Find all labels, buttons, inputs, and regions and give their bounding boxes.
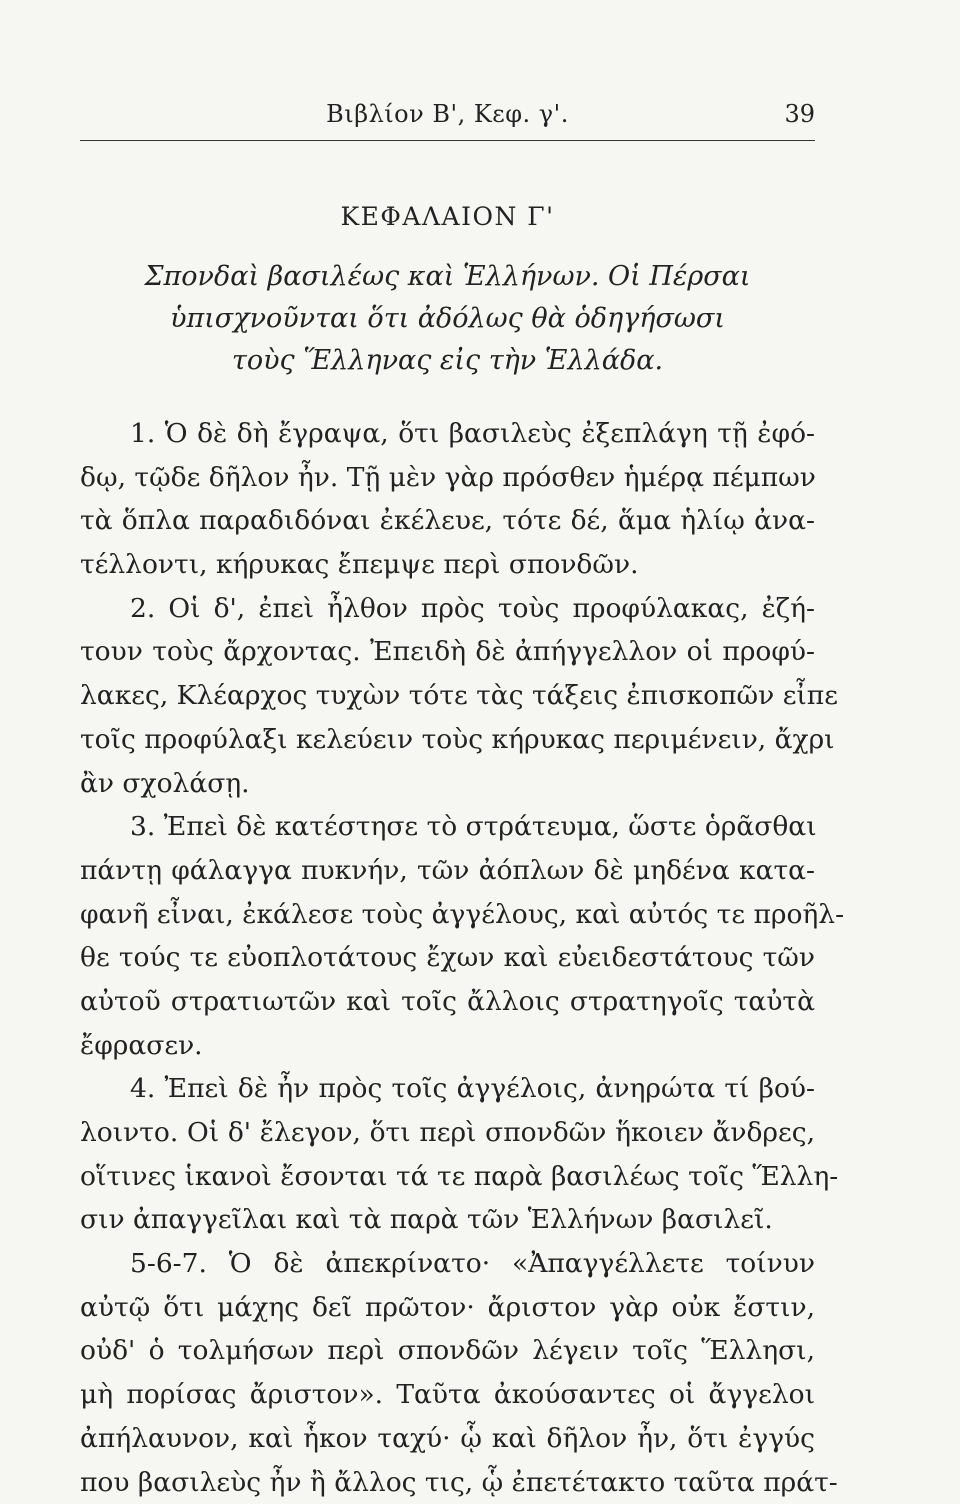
text-line: ἂν σχολάσῃ. (80, 762, 815, 806)
running-header (80, 100, 815, 140)
chapter-summary (80, 256, 815, 382)
page-number: 39 (784, 100, 815, 128)
text-line: ἔφρασεν. (80, 1024, 815, 1068)
text-line: οἵτινες ἱκανοὶ ἔσονται τά τε παρὰ βασιλέως τοῖς Ἕλλη- (80, 1155, 815, 1199)
text-line: θε τούς τε εὐοπλοτάτους ἔχων καὶ εὐειδεστάτους τῶν (80, 936, 815, 980)
text-line: 4. Ἐπεὶ δὲ ἦν πρὸς τοῖς ἀγγέλοις, ἀνηρώτα τί βού- (80, 1067, 815, 1111)
summary-line: Σπονδαὶ βασιλέως καὶ Ἑλλήνων. Οἱ Πέρσαι (80, 256, 815, 298)
text-line: αὐτοῦ στρατιωτῶν καὶ τοῖς ἄλλοις στρατηγοῖς ταὐτὰ (80, 980, 815, 1024)
body-text (80, 412, 815, 1504)
text-line: 2. Οἱ δ', ἐπεὶ ἦλθον πρὸς τοὺς προφύλακας, ἐζή- (80, 587, 815, 631)
text-line: 5-6-7. Ὁ δὲ ἀπεκρίνατο· «Ἀπαγγέλλετε τοίνυν (80, 1242, 815, 1286)
text-line: 3. Ἐπεὶ δὲ κατέστησε τὸ στράτευμα, ὥστε ὁρᾶσθαι (80, 805, 815, 849)
chapter-heading: ΚΕΦΑΛΑΙΟΝ Γ' (80, 202, 815, 231)
text-line: φανῆ εἶναι, ἐκάλεσε τοὺς ἀγγέλους, καὶ αὐτός τε προῆλ- (80, 893, 815, 937)
summary-line: τοὺς Ἕλληνας εἰς τὴν Ἑλλάδα. (80, 340, 815, 382)
text-line: δῳ, τῷδε δῆλον ἦν. Τῇ μὲν γὰρ πρόσθεν ἡμέρᾳ πέμπων (80, 456, 815, 500)
text-line: λακες, Κλέαρχος τυχὼν τότε τὰς τάξεις ἐπισκοπῶν εἶπε (80, 674, 815, 718)
text-line: λοιντο. Οἱ δ' ἔλεγον, ὅτι περὶ σπονδῶν ἥκοιεν ἄνδρες, (80, 1111, 815, 1155)
text-line: τέλλοντι, κήρυκας ἔπεμψε περὶ σπονδῶν. (80, 543, 815, 587)
running-title: Βιβλίον Β', Κεφ. γ'. (80, 100, 815, 128)
text-line: ἀπήλαυνον, καὶ ἧκον ταχύ· ᾧ καὶ δῆλον ἦν, ὅτι ἐγγύς (80, 1417, 815, 1461)
text-line: αὐτῷ ὅτι μάχης δεῖ πρῶτον· ἄριστον γὰρ οὐκ ἔστιν, (80, 1286, 815, 1330)
text-line: μὴ πορίσας ἄριστον». Ταῦτα ἀκούσαντες οἱ ἄγγελοι (80, 1373, 815, 1417)
text-line: οὐδ' ὁ τολμήσων περὶ σπονδῶν λέγειν τοῖς Ἕλλησι, (80, 1329, 815, 1373)
text-line: τὰ ὅπλα παραδιδόναι ἐκέλευε, τότε δέ, ἅμα ἡλίῳ ἀνα- (80, 499, 815, 543)
summary-line: ὑπισχνοῦνται ὅτι ἀδόλως θὰ ὁδηγήσωσι (80, 298, 815, 340)
header-rule (80, 140, 815, 141)
text-line: που βασιλεὺς ἦν ἢ ἄλλος τις, ᾧ ἐπετέτακτο ταῦτα πράτ- (80, 1461, 815, 1504)
text-line: τουν τοὺς ἄρχοντας. Ἐπειδὴ δὲ ἀπήγγελλον οἱ προφύ- (80, 630, 815, 674)
text-line: σιν ἀπαγγεῖλαι καὶ τὰ παρὰ τῶν Ἑλλήνων βασιλεῖ. (80, 1198, 815, 1242)
text-line: πάντῃ φάλαγγα πυκνήν, τῶν ἀόπλων δὲ μηδένα κατα- (80, 849, 815, 893)
text-line: τοῖς προφύλαξι κελεύειν τοὺς κήρυκας περιμένειν, ἄχρι (80, 718, 815, 762)
text-line: 1. Ὁ δὲ δὴ ἔγραψα, ὅτι βασιλεὺς ἐξεπλάγη τῇ ἐφό- (80, 412, 815, 456)
